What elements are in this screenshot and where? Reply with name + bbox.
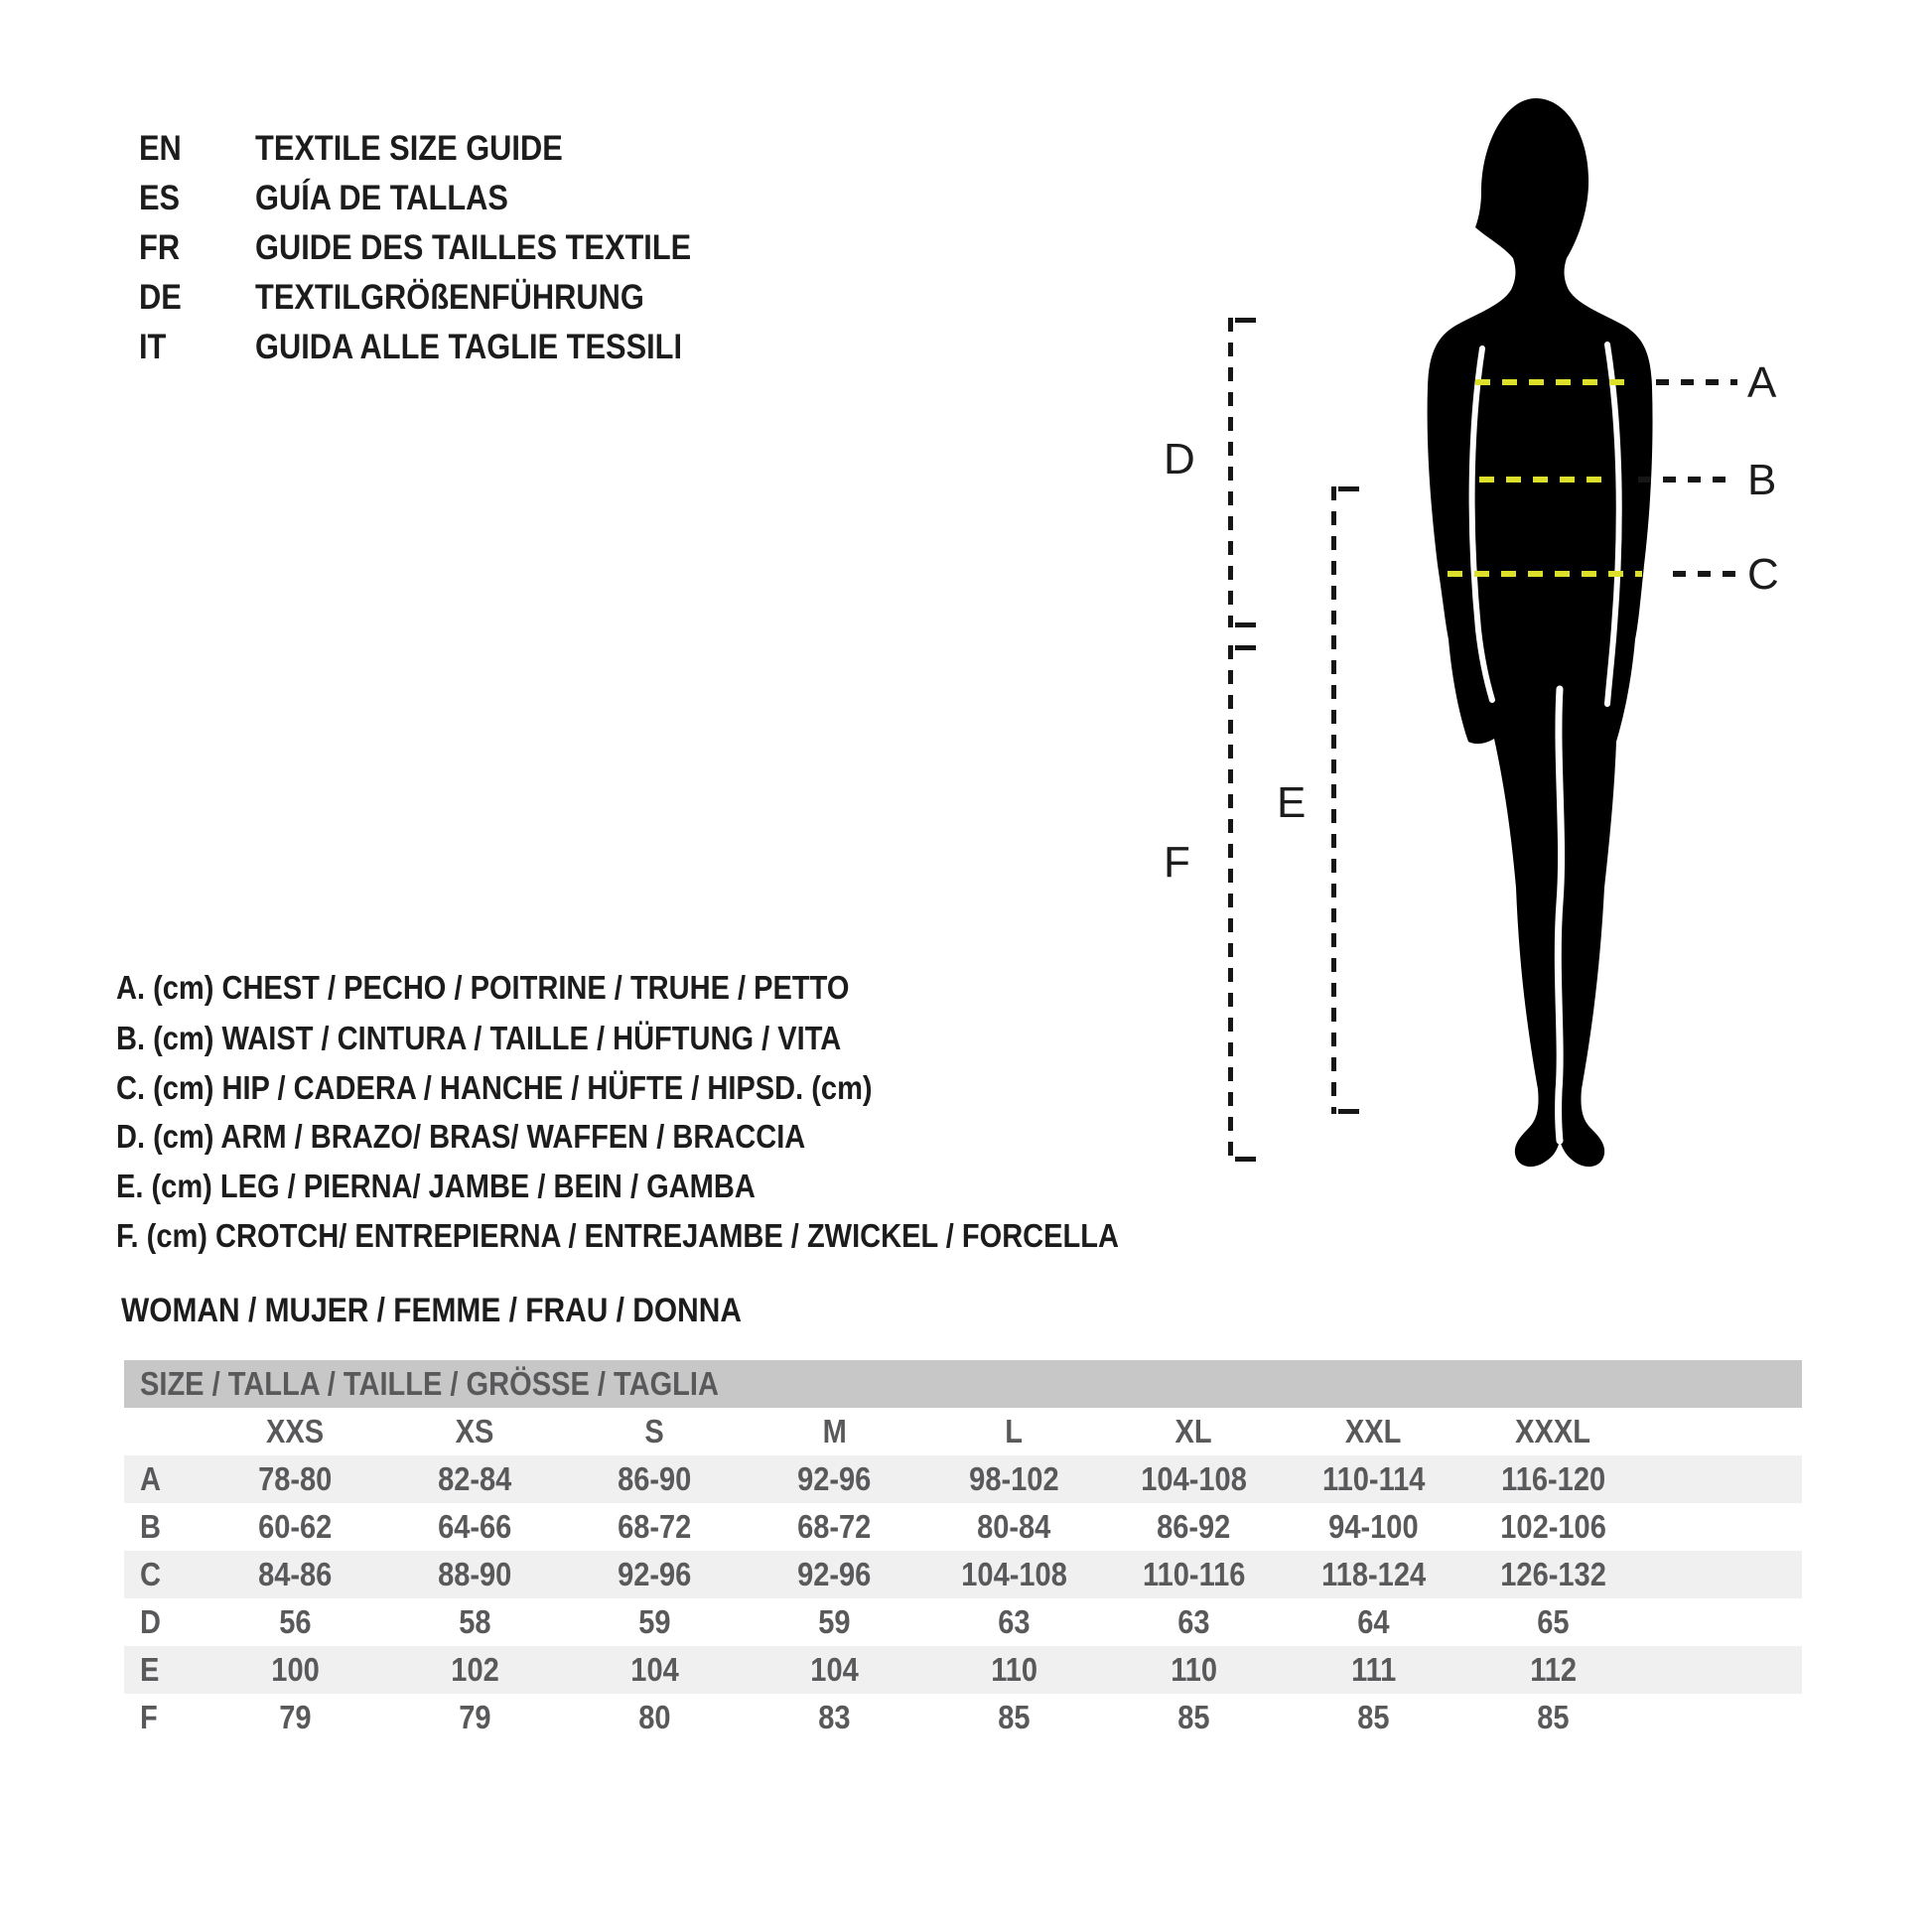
guide-title: TEXTILE SIZE GUIDE [255, 129, 563, 168]
chest-line-black [1656, 379, 1737, 385]
table-cell: 86-92 [1157, 1508, 1231, 1545]
size-col-header: L [1005, 1413, 1024, 1449]
row-label: A [140, 1460, 161, 1497]
table-cell: 80-84 [977, 1508, 1051, 1545]
legend-line-b: B. (cm) WAIST / CINTURA / TAILLE / HÜFTUNG / VITA [116, 1020, 842, 1056]
table-cell: 84-86 [258, 1556, 333, 1592]
row-label: B [140, 1508, 161, 1545]
table-cell: 78-80 [258, 1460, 333, 1497]
table-cell: 126-132 [1500, 1556, 1606, 1592]
woman-silhouette [1425, 98, 1653, 1174]
table-cell: 88-90 [438, 1556, 512, 1592]
diagram-label-f: F [1164, 838, 1190, 887]
table-cell: 110-116 [1142, 1556, 1246, 1592]
diagram-label-d: D [1164, 435, 1195, 483]
language-code: DE [139, 278, 182, 317]
table-cell: 110-114 [1321, 1460, 1426, 1497]
arm-line-bottom-tick [1235, 622, 1256, 627]
size-col-header: XS [456, 1413, 494, 1449]
table-cell: 80 [638, 1699, 671, 1735]
legend-line-c: C. (cm) HIP / CADERA / HANCHE / HÜFTE / HIPSD. (cm) [116, 1069, 873, 1106]
table-cell: 85 [1537, 1699, 1570, 1735]
crotch-line-bottom-tick [1235, 1157, 1256, 1162]
table-cell: 116-120 [1501, 1460, 1605, 1497]
leg-line-bottom-tick [1338, 1109, 1359, 1114]
guide-title: TEXTILGRÖßENFÜHRUNG [255, 278, 644, 317]
table-cell: 85 [1177, 1699, 1210, 1735]
table-cell: 56 [279, 1603, 312, 1640]
language-code: EN [139, 129, 182, 168]
table-cell: 92-96 [618, 1556, 692, 1592]
size-col-header: XXXL [1515, 1413, 1591, 1449]
legend-line-d: D. (cm) ARM / BRAZO/ BRAS/ WAFFEN / BRACCIA [116, 1118, 806, 1155]
diagram-label-a: A [1747, 358, 1777, 407]
size-col-header: XXS [266, 1413, 325, 1449]
row-label: E [140, 1651, 160, 1688]
crotch-line-top-tick [1235, 645, 1256, 650]
row-label: D [140, 1603, 161, 1640]
table-cell: 59 [638, 1603, 671, 1640]
table-cell: 79 [279, 1699, 312, 1735]
table-cell: 58 [459, 1603, 491, 1640]
table-cell: 85 [1357, 1699, 1390, 1735]
table-cell: 110 [1171, 1651, 1217, 1688]
gender-heading: WOMAN / MUJER / FEMME / FRAU / DONNA [121, 1292, 742, 1329]
table-cell: 110 [991, 1651, 1037, 1688]
table-cell: 63 [998, 1603, 1031, 1640]
table-cell: 111 [1350, 1651, 1397, 1688]
language-code: FR [139, 228, 181, 267]
chest-line-yellow [1475, 379, 1636, 385]
table-cell: 112 [1530, 1651, 1577, 1688]
table-row [124, 1503, 1802, 1551]
arm-line-top-tick [1235, 318, 1256, 323]
diagram-label-c: C [1747, 550, 1779, 599]
table-cell: 92-96 [797, 1460, 872, 1497]
language-code: IT [139, 328, 167, 366]
table-cell: 86-90 [618, 1460, 692, 1497]
row-label: F [140, 1699, 158, 1735]
size-table [124, 1360, 1802, 1741]
leg-line [1331, 486, 1336, 1114]
waist-line-yellow [1479, 477, 1613, 483]
table-cell: 104 [630, 1651, 679, 1688]
table-cell: 92-96 [797, 1556, 872, 1592]
size-header-row [124, 1408, 1802, 1455]
table-cell: 68-72 [797, 1508, 872, 1545]
table-row [124, 1646, 1802, 1694]
crotch-line [1228, 645, 1233, 1162]
hip-line-yellow [1448, 571, 1642, 577]
size-table-header-bar [124, 1360, 1802, 1408]
table-cell: 59 [818, 1603, 851, 1640]
guide-title: GUIDA ALLE TAGLIE TESSILI [255, 328, 683, 366]
language-code: ES [139, 179, 181, 217]
waist-line-black [1638, 477, 1737, 483]
leg-line-top-tick [1338, 486, 1359, 491]
table-cell: 64-66 [438, 1508, 512, 1545]
table-row [124, 1598, 1802, 1646]
table-cell: 83 [818, 1699, 851, 1735]
table-cell: 102 [451, 1651, 499, 1688]
table-cell: 68-72 [618, 1508, 692, 1545]
table-cell: 85 [998, 1699, 1031, 1735]
table-cell: 102-106 [1500, 1508, 1606, 1545]
legend-line-a: A. (cm) CHEST / PECHO / POITRINE / TRUHE / PETTO [116, 969, 850, 1006]
size-col-header: M [822, 1413, 847, 1449]
size-col-header: XL [1174, 1413, 1213, 1449]
table-row [124, 1551, 1802, 1598]
guide-title: GUÍA DE TALLAS [255, 179, 508, 217]
table-cell: 104-108 [1141, 1460, 1247, 1497]
table-cell: 63 [1177, 1603, 1210, 1640]
table-cell: 64 [1357, 1603, 1390, 1640]
size-table-title: SIZE / TALLA / TAILLE / GRÖSSE / TAGLIA [140, 1365, 719, 1402]
hip-line-black [1673, 571, 1737, 577]
diagram-label-e: E [1277, 778, 1307, 827]
arm-line [1228, 318, 1233, 627]
legend-line-f: F. (cm) CROTCH/ ENTREPIERNA / ENTREJAMBE / ZWICKEL / FORCELLA [116, 1217, 1119, 1254]
table-row [124, 1694, 1802, 1741]
table-cell: 65 [1537, 1603, 1570, 1640]
table-cell: 60-62 [258, 1508, 333, 1545]
table-cell: 98-102 [969, 1460, 1059, 1497]
table-cell: 118-124 [1321, 1556, 1426, 1592]
row-label: C [140, 1556, 161, 1592]
diagram-label-b: B [1747, 456, 1777, 504]
table-row [124, 1455, 1802, 1503]
guide-title: GUIDE DES TAILLES TEXTILE [255, 228, 692, 267]
legend-line-e: E. (cm) LEG / PIERNA/ JAMBE / BEIN / GAMBA [116, 1168, 756, 1204]
table-cell: 94-100 [1328, 1508, 1419, 1545]
table-cell: 104-108 [961, 1556, 1067, 1592]
size-col-header: XXL [1345, 1413, 1402, 1449]
table-cell: 82-84 [438, 1460, 512, 1497]
table-cell: 79 [459, 1699, 491, 1735]
size-col-header: S [644, 1413, 665, 1449]
table-cell: 104 [810, 1651, 859, 1688]
table-cell: 100 [271, 1651, 320, 1688]
